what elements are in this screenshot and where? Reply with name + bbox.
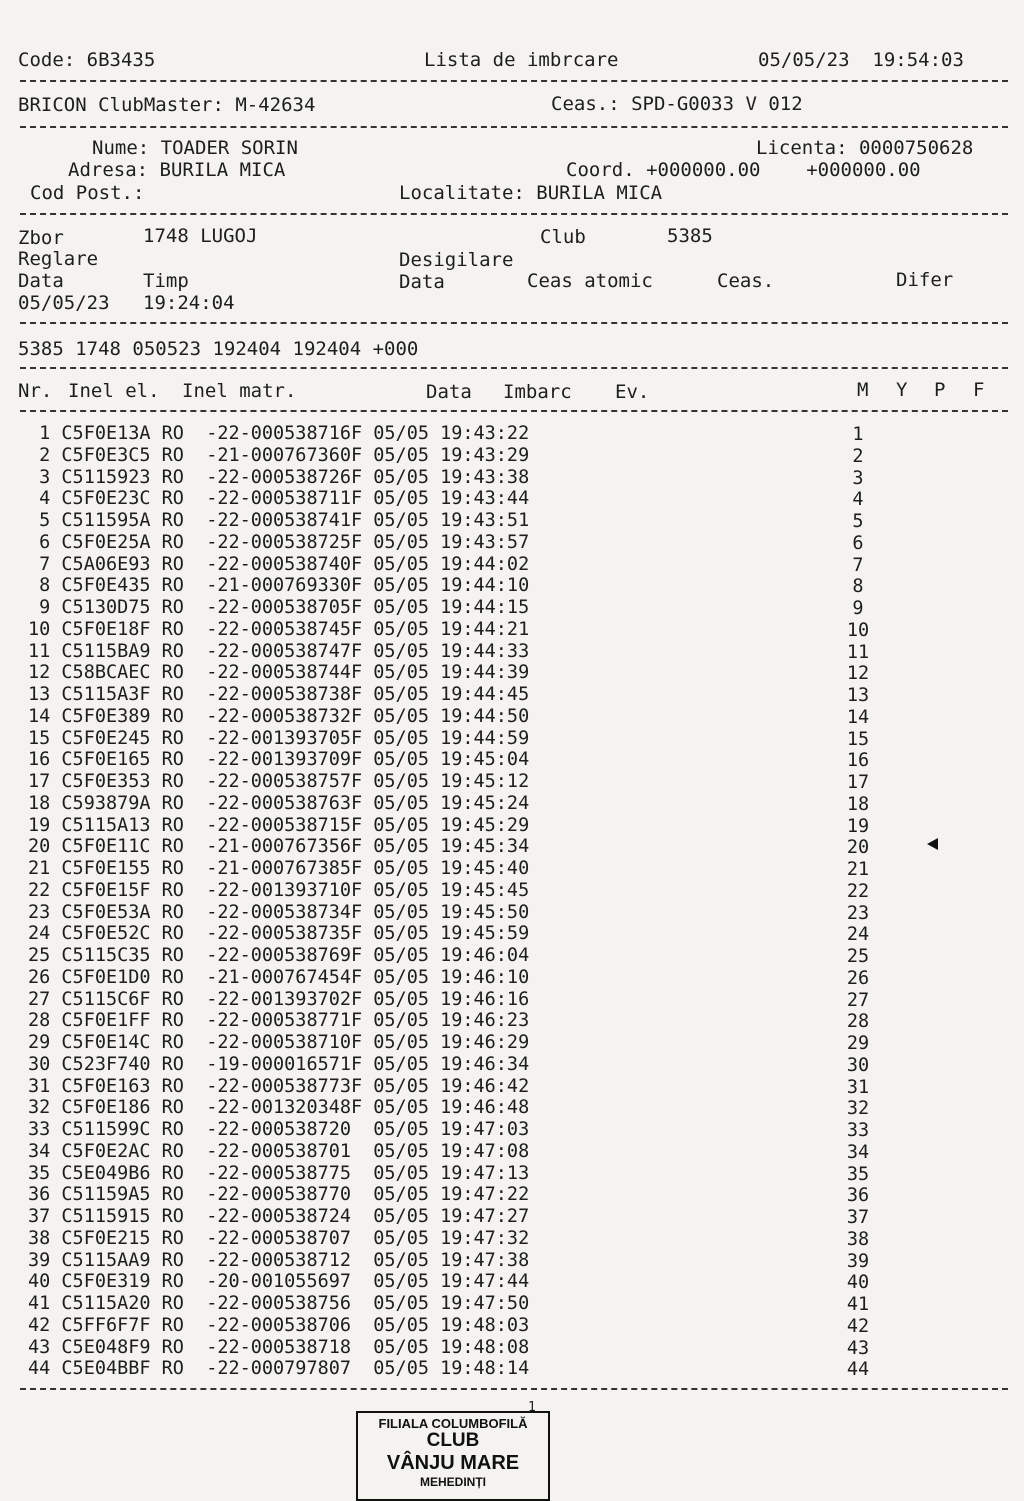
row-m-value: 14 <box>846 706 870 728</box>
table-row: 44 C5E04BBF RO -22-000797807 05/05 19:48:14 <box>28 1358 530 1380</box>
row-m-value: 27 <box>846 989 870 1011</box>
table-row: 35 C5E049B6 RO -22-000538775 05/05 19:47:13 <box>28 1162 530 1184</box>
table-row: 36 C51159A5 RO -22-000538770 05/05 19:47:22 <box>28 1184 530 1206</box>
reglare-time: 19:24:04 <box>143 292 235 314</box>
table-row: 7 C5A06E93 RO -22-000538740F 05/05 19:44:02 <box>28 553 530 575</box>
row-m-value: 44 <box>846 1359 870 1381</box>
row-m-value: 10 <box>846 619 870 641</box>
row-m-value: 30 <box>846 1054 870 1076</box>
table-row: 29 C5F0E14C RO -22-000538710F 05/05 19:46:29 <box>28 1032 530 1053</box>
row-m-value: 12 <box>846 663 870 685</box>
col-inel-matr: Inel matr. <box>182 380 297 402</box>
reglare-date: 05/05/23 <box>18 292 110 314</box>
flight-value: 1748 LUGOJ <box>143 225 258 247</box>
row-m-value: 18 <box>846 793 870 815</box>
row-m-value: 36 <box>846 1185 870 1207</box>
row-m-value: 32 <box>846 1098 870 1120</box>
row-m-value: 7 <box>852 554 864 576</box>
table-row: 39 C5115AA9 RO -22-000538712 05/05 19:47:38 <box>28 1249 530 1271</box>
table-row: 32 C5F0E186 RO -22-001320348F 05/05 19:46:48 <box>28 1097 530 1119</box>
row-m-value: 1 <box>852 424 864 445</box>
table-row: 41 C5115A20 RO -22-000538756 05/05 19:47:50 <box>28 1293 530 1314</box>
row-m-value: 28 <box>846 1011 870 1033</box>
table-row: 13 C5115A3F RO -22-000538738F 05/05 19:44:45 <box>28 684 530 705</box>
col-imbarc: Imbarc <box>503 381 572 403</box>
owner-address: Adresa: BURILA MICA <box>68 159 286 181</box>
col-m: M <box>857 379 869 401</box>
row-m-value: 38 <box>846 1228 870 1250</box>
desigilare-label: Desigilare <box>399 249 514 271</box>
flight-label: Zbor <box>18 227 64 249</box>
table-row: 24 C5F0E52C RO -22-000538735F 05/05 19:45:59 <box>28 923 530 945</box>
col-nr: Nr. <box>18 380 53 402</box>
row-m-value: 29 <box>846 1033 870 1054</box>
table-row: 18 C593879A RO -22-000538763F 05/05 19:45:24 <box>28 792 530 814</box>
col-p: P <box>934 379 946 401</box>
row-m-value: 13 <box>846 685 870 706</box>
difer-label: Difer <box>896 269 954 291</box>
table-row: 21 C5F0E155 RO -21-000767385F 05/05 19:45:40 <box>28 858 530 879</box>
row-m-value: 34 <box>846 1141 870 1163</box>
row-m-value: 23 <box>846 902 870 924</box>
col-data: Data <box>426 381 472 403</box>
ceas-label: Ceas. <box>717 270 775 292</box>
divider <box>20 1388 1008 1390</box>
clubmaster-text: BRICON ClubMaster: M-42634 <box>18 94 316 116</box>
row-m-value: 6 <box>852 532 864 554</box>
coordinates: Coord. +000000.00 +000000.00 <box>566 159 921 181</box>
table-row: 37 C5115915 RO -22-000538724 05/05 19:47:27 <box>28 1206 530 1227</box>
table-row: 23 C5F0E53A RO -22-000538734F 05/05 19:45:50 <box>28 901 530 923</box>
row-m-value: 3 <box>852 467 864 489</box>
row-m-value: 41 <box>846 1294 870 1315</box>
row-m-value: 15 <box>846 728 870 750</box>
table-row: 34 C5F0E2AC RO -22-000538701 05/05 19:47:08 <box>28 1140 530 1162</box>
row-m-value: 39 <box>846 1250 870 1272</box>
table-row: 20 C5F0E11C RO -21-000767356F 05/05 19:45:34 <box>28 836 530 858</box>
club-value: 5385 <box>667 225 713 247</box>
table-row: 42 C5FF6F7F RO -22-000538706 05/05 19:48:03 <box>28 1314 530 1336</box>
table-row: 27 C5115C6F RO -22-001393702F 05/05 19:46:16 <box>28 988 530 1010</box>
row-m-value: 26 <box>846 967 870 989</box>
clock-text: Ceas.: SPD-G0033 V 012 <box>551 93 803 115</box>
row-m-value: 9 <box>852 598 864 619</box>
row-m-value: 42 <box>846 1315 870 1337</box>
stamp-line-3: VÂNJU MARE <box>386 1452 520 1474</box>
row-m-value: 11 <box>846 641 870 663</box>
row-m-value: 24 <box>846 924 870 946</box>
row-m-value: 35 <box>846 1163 870 1185</box>
table-row: 22 C5F0E15F RO -22-001393710F 05/05 19:45:45 <box>28 879 530 901</box>
row-m-value: 19 <box>846 815 870 837</box>
table-row: 4 C5F0E23C RO -22-000538711F 05/05 19:43:44 <box>28 488 530 510</box>
table-row: 14 C5F0E389 RO -22-000538732F 05/05 19:44:50 <box>28 705 530 727</box>
row-m-value: 33 <box>846 1120 870 1141</box>
row-m-value: 16 <box>846 750 870 772</box>
print-datetime: 05/05/23 19:54:03 <box>758 49 964 71</box>
club-label: Club <box>540 226 586 248</box>
code-text: Code: 6B3435 <box>18 49 156 71</box>
row-m-value: 20 <box>846 837 870 859</box>
club-stamp <box>356 1411 550 1501</box>
table-row: 43 C5E048F9 RO -22-000538718 05/05 19:48:08 <box>28 1336 530 1358</box>
license-number: Licenta: 0000750628 <box>756 137 974 159</box>
summary-code-line: 5385 1748 050523 192404 192404 +000 <box>18 338 419 360</box>
table-row: 8 C5F0E435 RO -21-000769330F 05/05 19:44:10 <box>28 575 530 597</box>
table-row: 25 C5115C35 RO -22-000538769F 05/05 19:46:04 <box>28 945 530 966</box>
row-m-value: 37 <box>846 1207 870 1228</box>
owner-name: Nume: TOADER SORIN <box>92 137 298 159</box>
table-row: 15 C5F0E245 RO -22-001393705F 05/05 19:44:59 <box>28 727 530 749</box>
table-row: 33 C511599C RO -22-000538720 05/05 19:47:03 <box>28 1119 530 1140</box>
table-row: 28 C5F0E1FF RO -22-000538771F 05/05 19:46:23 <box>28 1010 530 1032</box>
row-m-value: 22 <box>846 880 870 902</box>
table-row: 2 C5F0E3C5 RO -21-000767360F 05/05 19:43:29 <box>28 444 530 466</box>
table-row: 40 C5F0E319 RO -20-001055697 05/05 19:47:44 <box>28 1271 530 1293</box>
table-row: 31 C5F0E163 RO -22-000538773F 05/05 19:46:42 <box>28 1075 530 1097</box>
table-row: 17 C5F0E353 RO -22-000538757F 05/05 19:45:12 <box>28 771 530 792</box>
row-m-value: 17 <box>846 772 870 793</box>
col-y: Y <box>896 379 908 401</box>
divider <box>20 410 1008 412</box>
table-row: 11 C5115BA9 RO -22-000538747F 05/05 19:44:33 <box>28 640 530 662</box>
table-row: 26 C5F0E1D0 RO -21-000767454F 05/05 19:46:10 <box>28 966 530 988</box>
table-row: 5 C511595A RO -22-000538741F 05/05 19:43:51 <box>28 510 530 531</box>
stamp-line-1: FILIALA COLUMBOFILĂ <box>378 1416 528 1431</box>
locality: Localitate: BURILA MICA <box>399 182 663 204</box>
table-row: 1 C5F0E13A RO -22-000538716F 05/05 19:43:22 <box>28 423 530 444</box>
table-row: 38 C5F0E215 RO -22-000538707 05/05 19:47:32 <box>28 1227 530 1249</box>
row-m-value: 4 <box>852 489 864 511</box>
divider <box>20 213 1008 215</box>
row-m-value: 2 <box>852 445 864 467</box>
table-row: 30 C523F740 RO -19-000016571F 05/05 19:46:34 <box>28 1053 530 1075</box>
divider <box>20 80 1008 82</box>
document-title: Lista de imbrcare <box>424 49 619 71</box>
table-row: 12 C58BCAEC RO -22-000538744F 05/05 19:44:39 <box>28 662 530 684</box>
reglare-label: Reglare <box>18 248 99 270</box>
row-m-value: 31 <box>846 1076 870 1098</box>
divider <box>20 322 1008 324</box>
table-row: 10 C5F0E18F RO -22-000538745F 05/05 19:44:21 <box>28 618 530 640</box>
table-row: 3 C5115923 RO -22-000538726F 05/05 19:43:38 <box>28 466 530 488</box>
ceas-atomic-label: Ceas atomic <box>527 270 653 292</box>
divider <box>20 126 1008 128</box>
row-m-value: 5 <box>852 511 864 532</box>
row-m-value: 40 <box>846 1272 870 1294</box>
row-m-value: 8 <box>852 576 864 598</box>
table-row: 9 C5130D75 RO -22-000538705F 05/05 19:44:15 <box>28 597 530 618</box>
postal-code: Cod Post.: <box>30 182 145 204</box>
table-row: 16 C5F0E165 RO -22-001393709F 05/05 19:45:04 <box>28 749 530 771</box>
data-label: Data <box>18 270 64 292</box>
table-row: 6 C5F0E25A RO -22-000538725F 05/05 19:43:57 <box>28 531 530 553</box>
col-inel-el: Inel el. <box>68 380 160 402</box>
divider <box>20 367 1008 369</box>
page-number: 1 <box>528 1400 536 1415</box>
stamp-line-2: CLUB <box>426 1430 480 1451</box>
col-f: F <box>973 379 985 401</box>
row-m-value: 21 <box>846 859 870 880</box>
arrow-marker-icon <box>927 838 938 850</box>
timp-label: Timp <box>143 270 189 292</box>
data-label-2: Data <box>399 271 445 293</box>
row-m-value: 43 <box>846 1337 870 1359</box>
table-row: 19 C5115A13 RO -22-000538715F 05/05 19:45:29 <box>28 814 530 836</box>
row-m-value: 25 <box>846 946 870 967</box>
stamp-line-4: MEHEDINȚI <box>420 1475 486 1489</box>
col-ev: Ev. <box>615 381 650 403</box>
